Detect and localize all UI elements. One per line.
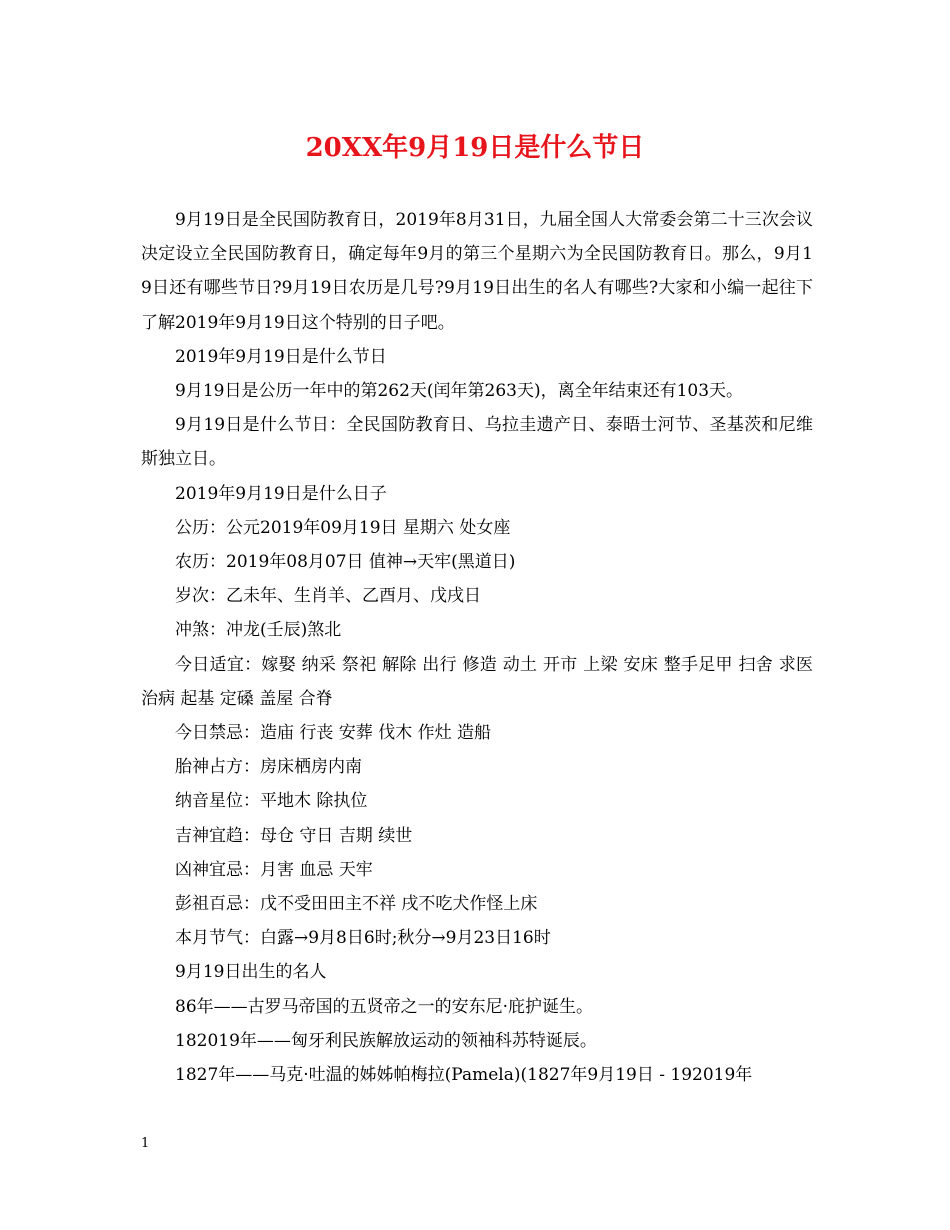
paragraph-intro: 9月19日是全民国防教育日，2019年8月31日，九届全国人大常委会第二十三次会议决定设立全民国防教育日，确定每年9月的第三个星期六为全民国防教育日。那么，9月19日还有哪些节日?9月19日农历是几号?9月19日出生的名人有哪些?大家和小编一起往下了解2019年9月19日这个特别的日子吧。 [141, 210, 813, 333]
line-jishen: 吉神宜趋：母仓 守日 吉期 续世 [175, 825, 413, 846]
line-taboo: 今日禁忌：造庙 行丧 安葬 伐木 作灶 造船 [175, 723, 492, 744]
line-suici: 岁次：乙未年、生肖羊、乙酉月、戊戌日 [175, 586, 481, 607]
line-solar-terms: 本月节气：白露→9月8日6时;秋分→9月23日16时 [175, 928, 551, 949]
page-number: 1 [141, 1136, 150, 1151]
heading-festival: 2019年9月19日是什么节日 [175, 346, 387, 367]
line-gregorian: 公历：公元2019年09月19日 星期六 处女座 [175, 517, 511, 538]
line-taishen: 胎神占方：房床栖房内南 [175, 757, 362, 778]
line-xiongshen: 凶神宜忌：月害 血忌 天牢 [175, 859, 373, 880]
paragraph-festivals: 9月19日是什么节日：全民国防教育日、乌拉圭遗产日、泰晤士河节、圣基茨和尼维斯独立日。 [141, 415, 813, 470]
list-item-birth-1827: 1827年——马克·吐温的姊姊帕梅拉(Pamela)(1827年9月19日 - 192019年 [175, 1065, 753, 1086]
line-pengzu: 彭祖百忌：戊不受田田主不祥 戌不吃犬作怪上床 [175, 894, 538, 915]
list-item-birth-kossuth: 182019年——匈牙利民族解放运动的领袖科苏特诞辰。 [175, 1030, 597, 1051]
heading-almanac: 2019年9月19日是什么日子 [175, 483, 387, 504]
document-title: 20XX年9月19日是什么节日 [305, 133, 645, 163]
document-body [141, 203, 813, 1092]
line-suitable: 今日适宜：嫁娶 纳采 祭祀 解除 出行 修造 动土 开市 上梁 安床 整手足甲 扫舍 求医 治病 起基 定磉 盖屋 合脊 [141, 654, 813, 709]
heading-famous-births: 9月19日出生的名人 [175, 962, 327, 983]
line-chongsha: 冲煞：冲龙(壬辰)煞北 [175, 620, 342, 641]
line-nayin: 纳音星位：平地木 除执位 [175, 791, 368, 812]
line-lunar: 农历：2019年08月07日 值神→天牢(黑道日) [175, 552, 516, 573]
list-item-birth-86: 86年——古罗马帝国的五贤帝之一的安东尼·庇护诞生。 [175, 996, 594, 1017]
paragraph-day-of-year: 9月19日是公历一年中的第262天(闰年第263天)，离全年结束还有103天。 [175, 381, 744, 402]
